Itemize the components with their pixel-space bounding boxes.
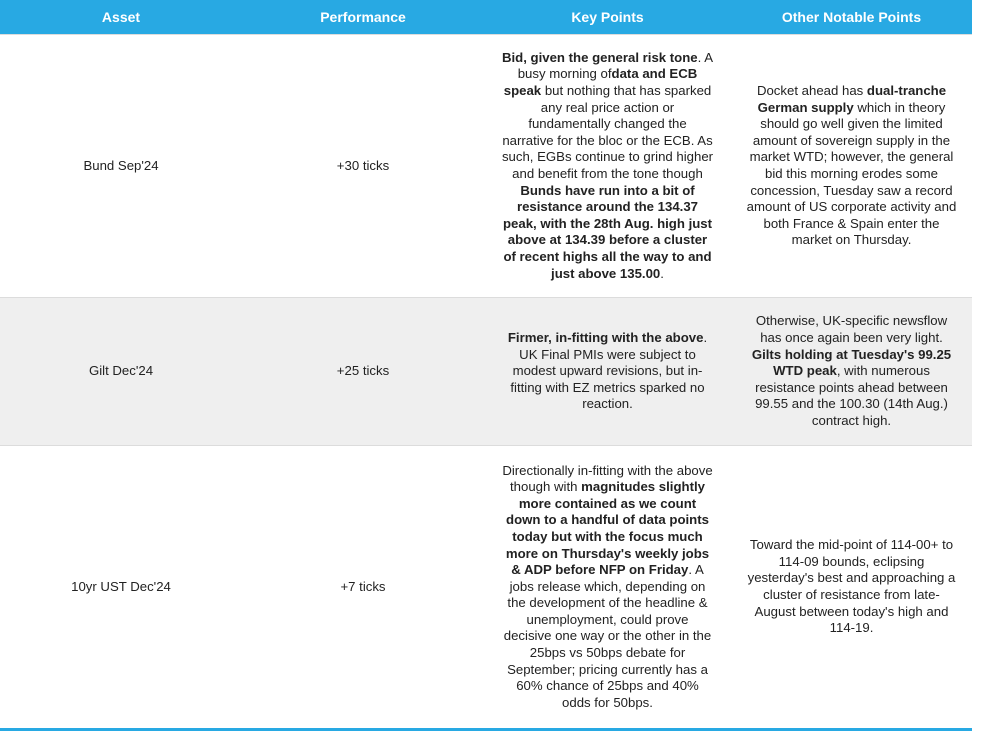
asset-cell: Bund Sep'24: [83, 157, 159, 173]
other-points-cell: [731, 298, 972, 445]
other-points-text: Toward the mid-point of 114-00+ to 114-09 bounds, eclipsing yesterday's best and approaching a cluster of resistance from late-August between today's high and 114-19.: [747, 537, 956, 636]
key-points-cell: [484, 298, 731, 445]
header-other-points: Other Notable Points: [781, 9, 922, 25]
key-points-text: Bid, given the general risk tone. A busy morning ofdata and ECB speak but nothing that has sparked any real price action or fundamentally changed the narrative for the bloc or the ECB. As such, EGBs continue to grind higher and benefit from the tone though Bunds have run into a bit of resistance around the 134.37 peak, with the 28th Aug. high just above at 134.39 before a cluster of recent highs all the way to and just above 135.00.: [501, 49, 714, 281]
asset-cell: Gilt Dec'24: [88, 363, 154, 379]
header-asset: Asset: [101, 9, 141, 25]
performance-cell: +30 ticks: [336, 157, 390, 173]
performance-cell: +7 ticks: [340, 578, 386, 594]
table-bottom-rule: [0, 728, 972, 731]
other-points-cell: [731, 446, 972, 728]
other-points-text: Docket ahead has dual-tranche German supply which in theory should go well given the limited amount of sovereign supply in the market WTD; however, the general bid this morning erodes some concession, Tuesday saw a record amount of US corporate activity and both France & Spain enter the market on Thursday.: [746, 83, 957, 248]
table-header: [0, 0, 972, 34]
asset-cell: 10yr UST Dec'24: [71, 578, 171, 594]
table-row: [0, 34, 972, 297]
header-performance: Performance: [320, 9, 406, 25]
other-points-text: Otherwise, UK-specific newsflow has once again been very light. Gilts holding at Tuesday's 99.25 WTD peak, with numerous resistance points ahead between 99.55 and the 100.30 (14th Aug.) contract high.: [751, 313, 952, 428]
key-points-cell: [484, 446, 731, 728]
key-points-text: Firmer, in-fitting with the above. UK Final PMIs were subject to modest upward revisions, but in-fitting with EZ metrics sparked no reaction.: [507, 330, 708, 412]
header-key-points: Key Points: [571, 9, 644, 25]
performance-cell: +25 ticks: [336, 363, 390, 379]
table-row: [0, 297, 972, 445]
table-row: [0, 445, 972, 728]
key-points-text: Directionally in-fitting with the above though with magnitudes slightly more contained as we count down to a handful of data points today but with the focus much more on Thursday's weekly jobs & ADP before NFP on Friday. A jobs release which, depending on the development of the headline & unemployment, could prove decisive one way or the other in the 25bps vs 50bps debate for September; pricing currently has a 60% chance of 25bps and 40% odds for 50bps.: [502, 462, 713, 710]
other-points-cell: [731, 35, 972, 297]
key-points-cell: [484, 35, 731, 297]
